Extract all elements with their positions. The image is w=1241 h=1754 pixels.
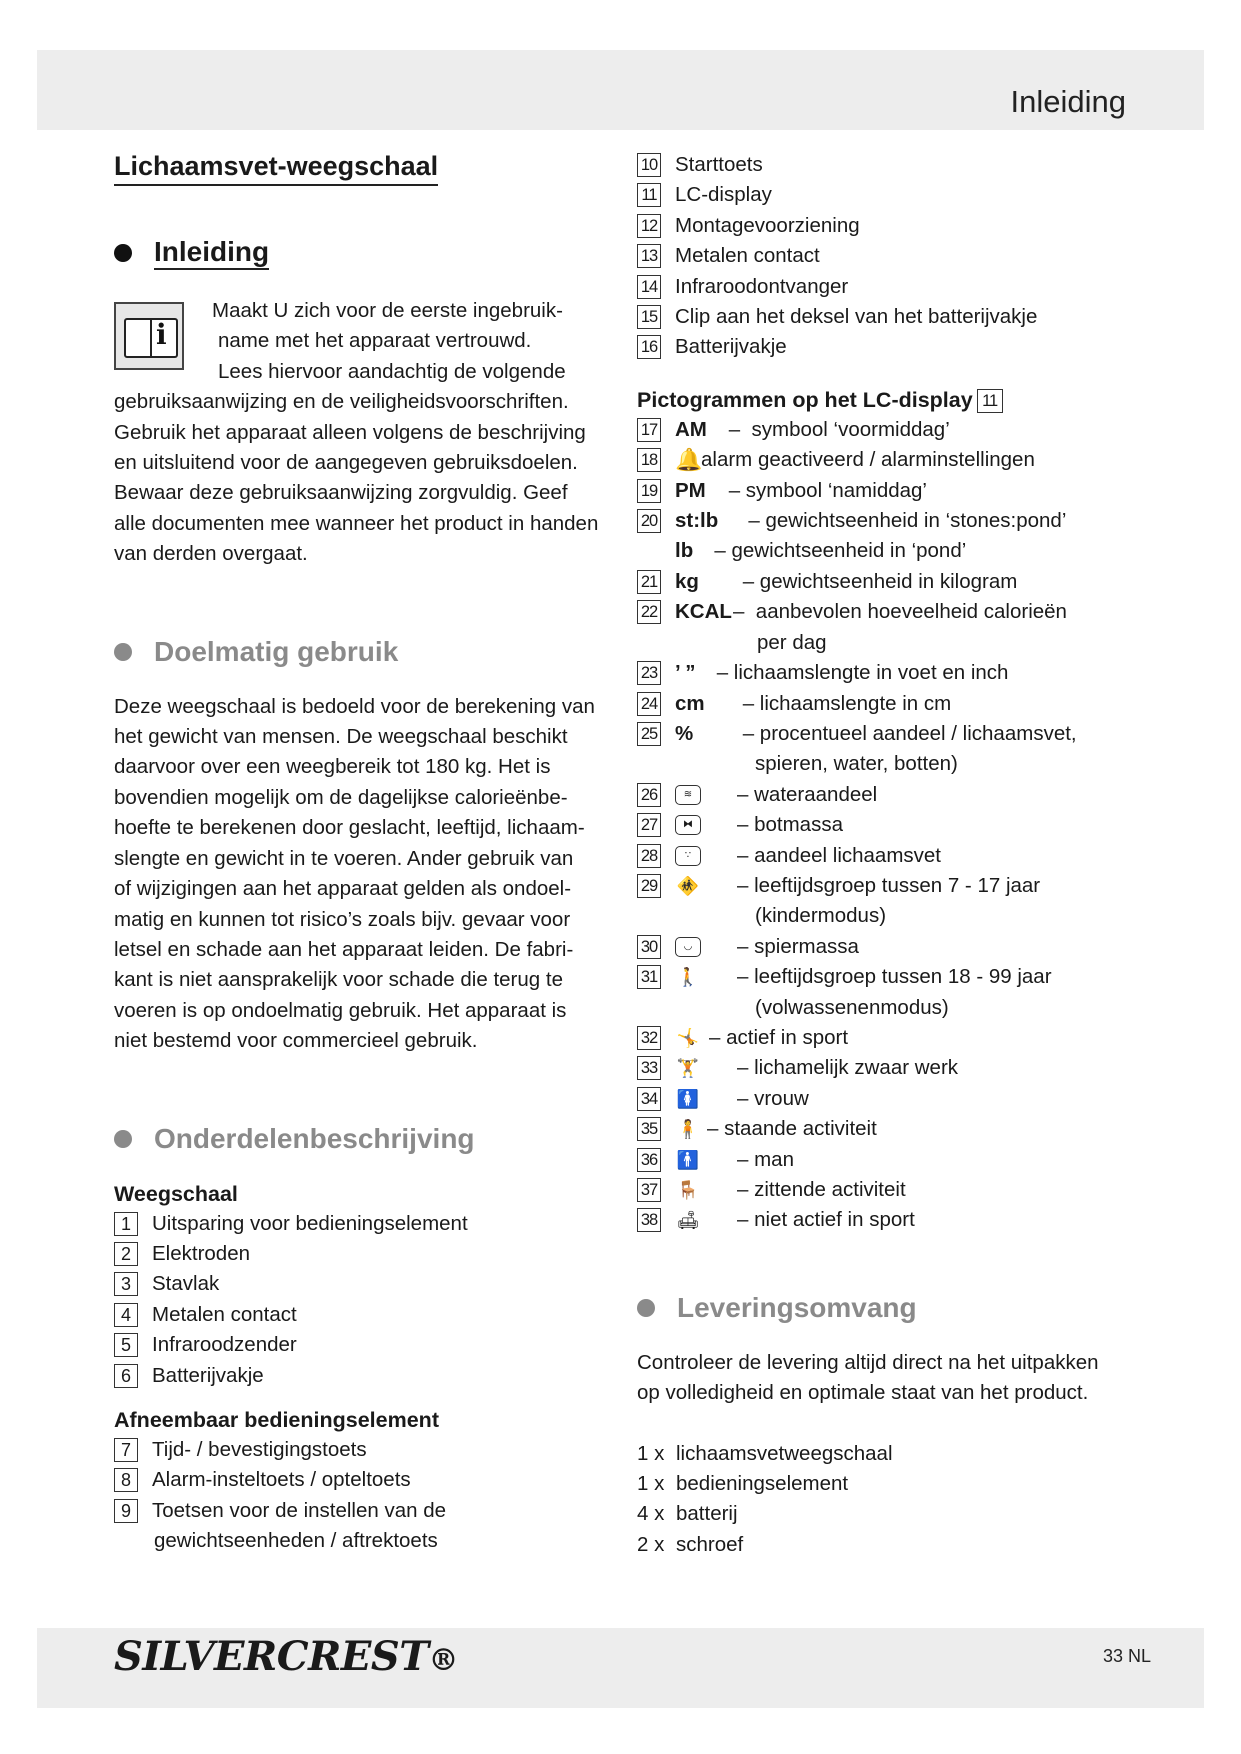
- list-item-continuation: (kindermodus): [755, 904, 887, 928]
- list-item: 28 ∵ – aandeel lichaamsvet: [637, 841, 1137, 871]
- list-item: 1 x bedieningselement: [637, 1472, 849, 1496]
- list-item: 27 ⧓ – botmassa: [637, 810, 1137, 840]
- child-icon: 🚸: [676, 875, 700, 896]
- list-item: 20 st:lb – gewichtseenheid in ‘stones:pond’: [637, 506, 1137, 536]
- delivery-line: Controleer de levering altijd direct na het uitpakken: [637, 1350, 1099, 1374]
- usage-line: het gewicht van mensen. De weegschaal beschikt: [114, 725, 568, 749]
- intro-line: Lees hiervoor aandachtig de volgende: [218, 359, 566, 383]
- list-item: 4 x batterij: [637, 1502, 738, 1526]
- sport-active-icon: 🤸: [676, 1027, 700, 1048]
- intro-line: gebruiksaanwijzing en de veiligheidsvoorschriften.: [114, 390, 569, 414]
- list-item: 7 Tijd- / bevestigingstoets: [114, 1435, 606, 1465]
- feet-inch-symbol: ’ ”: [675, 661, 696, 685]
- list-item: lb – gewichtseenheid in ‘pond’: [637, 536, 1137, 566]
- list-item: 17 AM – symbool ‘voormiddag’: [637, 415, 1137, 445]
- list-item: 33 🏋 – lichamelijk zwaar werk: [637, 1053, 1137, 1083]
- standing-activity-icon: 🧍: [676, 1119, 700, 1140]
- list-item: 1 Uitsparing voor bedieningselement: [114, 1209, 606, 1239]
- list-item: 2 Elektroden: [114, 1239, 606, 1269]
- list-item: 2 x schroef: [637, 1532, 744, 1556]
- man-icon: 🚹: [676, 1149, 700, 1170]
- water-icon: ≋: [675, 785, 701, 805]
- usage-line: matig en kunnen tot risico’s zoals bijv. gevaar voor: [114, 907, 571, 931]
- bullet-icon: [114, 244, 132, 262]
- woman-icon: 🚺: [676, 1088, 700, 1109]
- kcal-symbol: KCAL: [675, 600, 732, 624]
- intro-line: Gebruik het apparaat alleen volgens de beschrijving: [114, 420, 586, 444]
- subheading-afneembaar-bedieningselement: Afneembaar bedieningselement: [114, 1407, 439, 1432]
- list-item: 4 Metalen contact: [114, 1300, 606, 1330]
- stlb-symbol: st:lb: [675, 509, 719, 533]
- am-symbol: AM: [675, 417, 707, 441]
- list-item: 14 Infraroodontvanger: [637, 272, 1137, 302]
- list-item: 13 Metalen contact: [637, 241, 1137, 271]
- section-heading-leveringsomvang: Leveringsomvang: [637, 1292, 1137, 1324]
- list-item: 22 KCAL – aanbevolen hoeveelheid calorieën: [637, 597, 1137, 627]
- scale-parts-list: [114, 1209, 606, 1391]
- list-item: 34 🚺 – vrouw: [637, 1084, 1137, 1114]
- usage-line: kant is niet aansprakelijk voor schade die terug te: [114, 968, 563, 992]
- list-item: 10 Starttoets: [637, 150, 1137, 180]
- parts-list-continued: [637, 150, 1137, 363]
- section-heading-doelmatig-gebruik: Doelmatig gebruik: [114, 636, 606, 668]
- right-column: [637, 150, 1137, 1560]
- brand-logo: SILVERCREST®: [114, 1633, 458, 1680]
- list-item: 18 🔔 alarm geactiveerd / alarminstellingen: [637, 445, 1137, 475]
- list-item: 26 ≋ – wateraandeel: [637, 780, 1137, 810]
- list-item: 37 🪑 – zittende activiteit: [637, 1175, 1137, 1205]
- pm-symbol: PM: [675, 478, 706, 502]
- list-item: 29 🚸 – leeftijdsgroep tussen 7 - 17 jaar: [637, 871, 1137, 901]
- intro-line: alle documenten mee wanneer het product in handen: [114, 511, 599, 535]
- cm-symbol: cm: [675, 691, 705, 715]
- bullet-icon: [114, 643, 132, 661]
- list-item-continuation: per dag: [757, 630, 827, 654]
- list-item: 32 🤸 – actief in sport: [637, 1023, 1137, 1053]
- list-item: 9 Toetsen voor de instellen van de: [114, 1496, 606, 1526]
- bullet-icon: [114, 1130, 132, 1148]
- reference-number: 11: [977, 389, 1003, 413]
- delivery-paragraph: [637, 1348, 1137, 1409]
- subheading-pictogrammen: Pictogrammen op het LC-display 11: [637, 385, 1137, 415]
- left-column: [114, 150, 606, 1557]
- intro-line: Maakt U zich voor de eerste ingebruik-: [212, 299, 563, 322]
- list-item: 25 % – procentueel aandeel / lichaamsvet,: [637, 719, 1137, 749]
- usage-line: voeren is op ondoelmatig gebruik. Het apparaat is: [114, 998, 567, 1022]
- intro-line: name met het apparaat vertrouwd.: [218, 329, 532, 353]
- list-item: 15 Clip aan het deksel van het batterijvakje: [637, 302, 1137, 332]
- control-parts-list: [114, 1435, 606, 1557]
- usage-line: niet bestemd voor commercieel gebruik.: [114, 1029, 478, 1053]
- delivery-list: [637, 1439, 1137, 1561]
- list-item: 24 cm – lichaamslengte in cm: [637, 689, 1137, 719]
- intro-line: van derden overgaat.: [114, 542, 308, 566]
- page-header-title: Inleiding: [1010, 84, 1126, 119]
- usage-line: letsel en schade aan het apparaat leiden. De fabri-: [114, 937, 574, 961]
- bullet-icon: [637, 1299, 655, 1317]
- alarm-bell-icon: 🔔: [675, 447, 703, 473]
- list-item: 5 Infraroodzender: [114, 1330, 606, 1360]
- sitting-activity-icon: 🪑: [676, 1180, 700, 1200]
- usage-line: bovendien mogelijk om de dagelijkse calorieënbe-: [114, 785, 568, 809]
- list-item: 12 Montagevoorziening: [637, 211, 1137, 241]
- list-item: 8 Alarm-insteltoets / opteltoets: [114, 1465, 606, 1495]
- list-item: 36 🚹 – man: [637, 1145, 1137, 1175]
- list-item: 30 ◡ – spiermassa: [637, 932, 1137, 962]
- list-item: 16 Batterijvakje: [637, 332, 1137, 362]
- usage-line: Deze weegschaal is bedoeld voor de berekening van: [114, 694, 595, 718]
- intro-block: [114, 296, 606, 570]
- usage-line: of wijzigingen aan het apparaat gelden als ondoel-: [114, 877, 572, 901]
- usage-line: slengte en gewicht in te voeren. Ander gebruik van: [114, 846, 574, 870]
- list-item: 19 PM – symbool ‘namiddag’: [637, 476, 1137, 506]
- subheading-weegschaal: Weegschaal: [114, 1181, 238, 1206]
- info-book-icon: i: [114, 302, 184, 370]
- delivery-line: op volledigheid en optimale staat van het product.: [637, 1381, 1089, 1405]
- list-item: 3 Stavlak: [114, 1269, 606, 1299]
- list-item-continuation: (volwassenenmodus): [755, 995, 949, 1019]
- body-fat-icon: ∵: [675, 846, 701, 866]
- list-item-continuation: gewichtseenheden / aftrektoets: [154, 1529, 438, 1553]
- bone-icon: ⧓: [675, 815, 701, 835]
- adult-icon: 🚶: [676, 967, 700, 988]
- intro-line: en uitsluitend voor de aangegeven gebruiksdoelen.: [114, 451, 578, 475]
- heavy-work-icon: 🏋: [676, 1058, 700, 1079]
- page-number: 33 NL: [1102, 1646, 1151, 1666]
- usage-paragraph: [114, 692, 606, 1057]
- usage-line: daarvoor over een weegbereik tot 180 kg. Het is: [114, 755, 551, 779]
- list-item: 23 ’ ” – lichaamslengte in voet en inch: [637, 658, 1137, 688]
- list-item: 38 🛋 – niet actief in sport: [637, 1205, 1137, 1235]
- list-item: 31 🚶 – leeftijdsgroep tussen 18 - 99 jaar: [637, 962, 1137, 992]
- pictogram-list: [637, 415, 1137, 1236]
- lb-symbol: lb: [675, 539, 694, 563]
- list-item: 35 🧍 – staande activiteit: [637, 1114, 1137, 1144]
- sport-inactive-icon: 🛋: [676, 1210, 700, 1231]
- kg-symbol: kg: [675, 569, 699, 593]
- list-item: 21 kg – gewichtseenheid in kilogram: [637, 567, 1137, 597]
- percent-symbol: %: [675, 721, 694, 745]
- document-title: Lichaamsvet-weegschaal: [114, 150, 438, 186]
- intro-line: Bewaar deze gebruiksaanwijzing zorgvuldig. Geef: [114, 481, 568, 505]
- list-item: 11 LC-display: [637, 180, 1137, 210]
- usage-line: hoefte te berekenen door geslacht, leeftijd, lichaam-: [114, 816, 585, 840]
- muscle-icon: ◡: [675, 937, 701, 957]
- section-heading-onderdelenbeschrijving: Onderdelenbeschrijving: [114, 1123, 606, 1155]
- list-item-continuation: spieren, water, botten): [755, 752, 958, 776]
- list-item: 1 x lichaamsvetweegschaal: [637, 1441, 893, 1465]
- list-item: 6 Batterijvakje: [114, 1361, 606, 1391]
- section-heading-inleiding: Inleiding: [114, 236, 606, 270]
